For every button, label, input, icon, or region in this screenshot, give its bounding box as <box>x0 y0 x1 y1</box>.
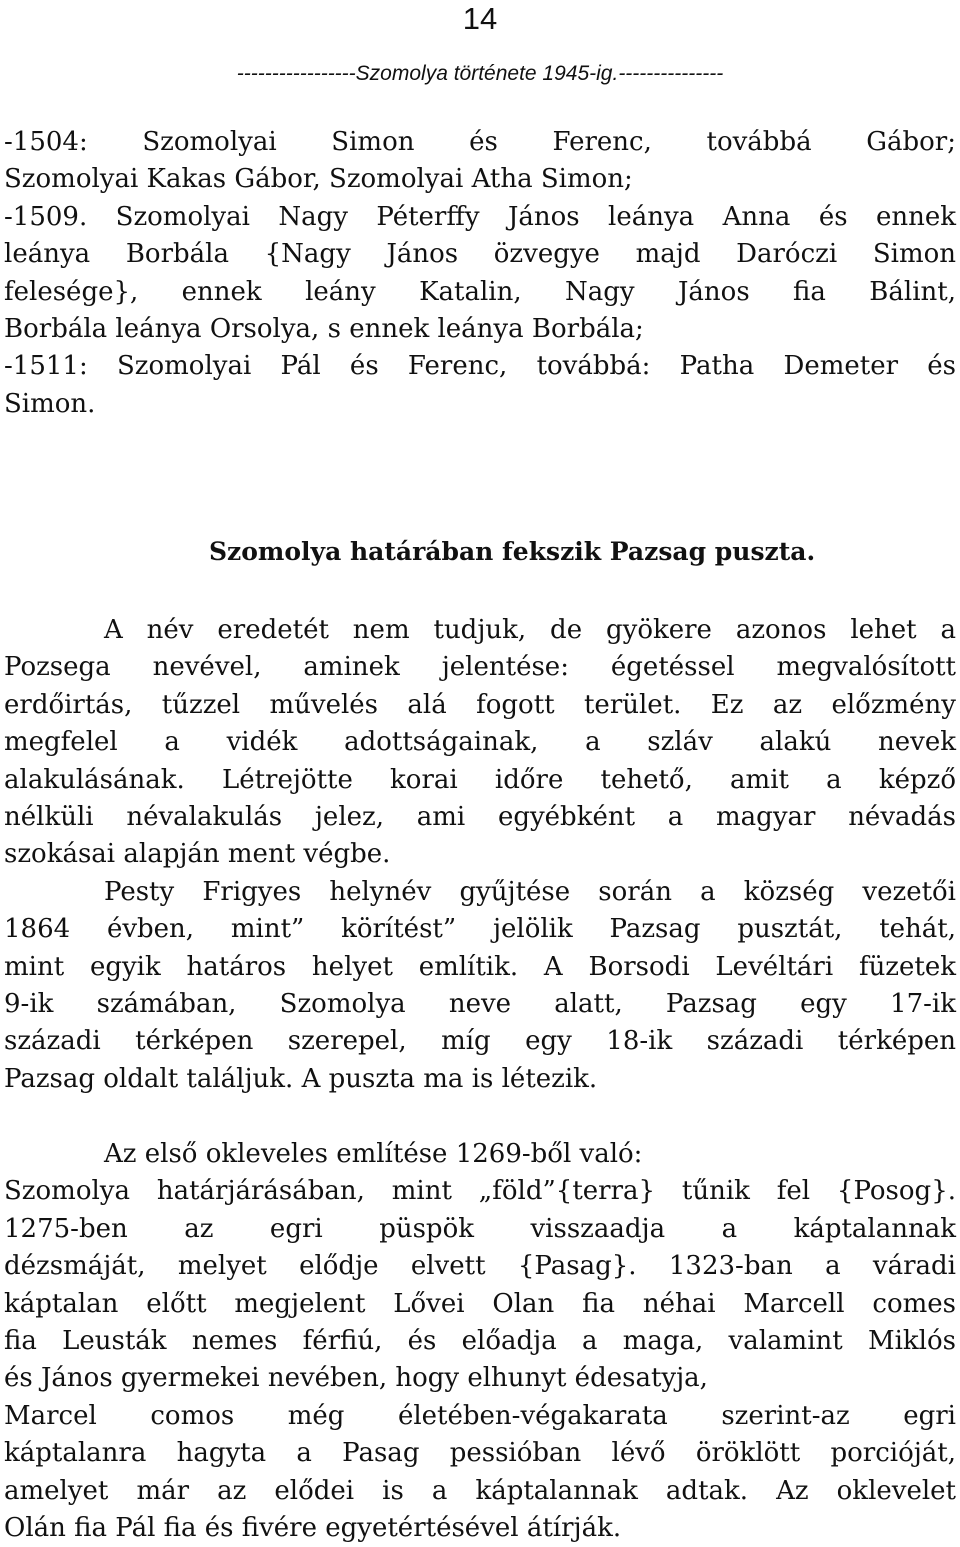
text-line: Marcel comos még életében-végakarata szerint-az egri <box>4 1400 956 1431</box>
text-line: erdőirtás, tűzzel művelés alá fogott terület. Ez az előzmény <box>4 689 956 720</box>
text-line: felesége}, ennek leány Katalin, Nagy János fia Bálint, <box>4 276 956 307</box>
text-line: Pozsega nevével, aminek jelentése: égetéssel megvalósított <box>4 652 956 683</box>
text-line: 1864 évben, mint” körítést” jelölik Pazsag pusztát, tehát, <box>4 914 956 945</box>
page-number: 14 <box>462 1 498 36</box>
text-line: Szomolyai Kakas Gábor, Szomolyai Atha Simon; <box>4 164 633 195</box>
text-line: fia Leusták nemes férfiú, és előadja a maga, valamint Miklós <box>4 1326 956 1357</box>
text-line: A név eredetét nem tudjuk, de gyökere azonos lehet a <box>104 615 956 645</box>
text-line: káptalan előtt megjelent Lővei Olan fia néhai Marcell comes <box>4 1288 956 1319</box>
text-line: Simon. <box>4 388 96 419</box>
text-line: 1275-ben az egri püspök visszaadja a káptalannak <box>4 1213 956 1244</box>
text-line: dézsmáját, melyet elődje elvett {Pasag}. 1323-ban a váradi <box>4 1251 956 1282</box>
text-line: -1511: Szomolyai Pál és Ferenc, továbbá: Patha Demeter és <box>4 351 956 382</box>
text-line: -1504: Szomolyai Simon és Ferenc, továbbá Gábor; <box>4 127 956 157</box>
text-line: megfelel a vidék adottságainak, a szláv alakú nevek <box>4 727 956 758</box>
text-line: szokásai alapján ment végbe. <box>4 839 391 870</box>
text-line: 9-ik számában, Szomolya neve alatt, Pazsag egy 17-ik <box>4 989 956 1020</box>
text-line: -1509. Szomolyai Nagy Péterffy János leánya Anna és ennek <box>4 201 956 232</box>
text-line: nélküli névalakulás jelez, ami egyébként a magyar névadás <box>4 802 956 833</box>
text-line: Pesty Frigyes helynév gyűjtése során a község vezetői <box>104 876 956 907</box>
first-mention-paragraph <box>4 1136 956 1547</box>
text-line: Az első okleveles említése 1269-ből való: <box>104 1139 643 1169</box>
text-line: Olán fia Pál fia és fivére egyetértésével átírják. <box>4 1513 622 1544</box>
text-line: századi térképen szerepel, míg egy 18-ik századi térképen <box>4 1026 956 1057</box>
text-line: mint egyik határos helyet említik. A Borsodi Levéltári füzetek <box>4 951 956 982</box>
text-line: és János gyermekei nevében, hogy elhunyt édesatyja, <box>4 1363 708 1394</box>
text-line: Borbála leánya Orsolya, s ennek leánya Borbála; <box>4 314 644 345</box>
text-line: Szomolya határjárásában, mint „föld”{terra} tűnik fel {Posog}. <box>4 1176 956 1207</box>
text-line: alakulásának. Létrejötte korai időre tehető, amit a képző <box>4 764 956 795</box>
pazsag-paragraph <box>4 612 956 1098</box>
running-head: -----------------Szomolya története 1945-ig.--------------- <box>236 62 724 85</box>
text-line: Pazsag oldalt találjuk. A puszta ma is létezik. <box>4 1063 598 1094</box>
text-line: káptalanra hagyta a Pasag pessióban lévő öröklött porcióját, <box>4 1438 956 1469</box>
text-line: amelyet már az elődei is a káptalannak adtak. Az oklevelet <box>4 1475 956 1506</box>
text-line: leánya Borbála {Nagy János özvegye majd Daróczi Simon <box>4 239 956 270</box>
chronicle-paragraph <box>4 124 956 423</box>
section-heading: Szomolya határában fekszik Pazsag puszta. <box>209 537 816 566</box>
